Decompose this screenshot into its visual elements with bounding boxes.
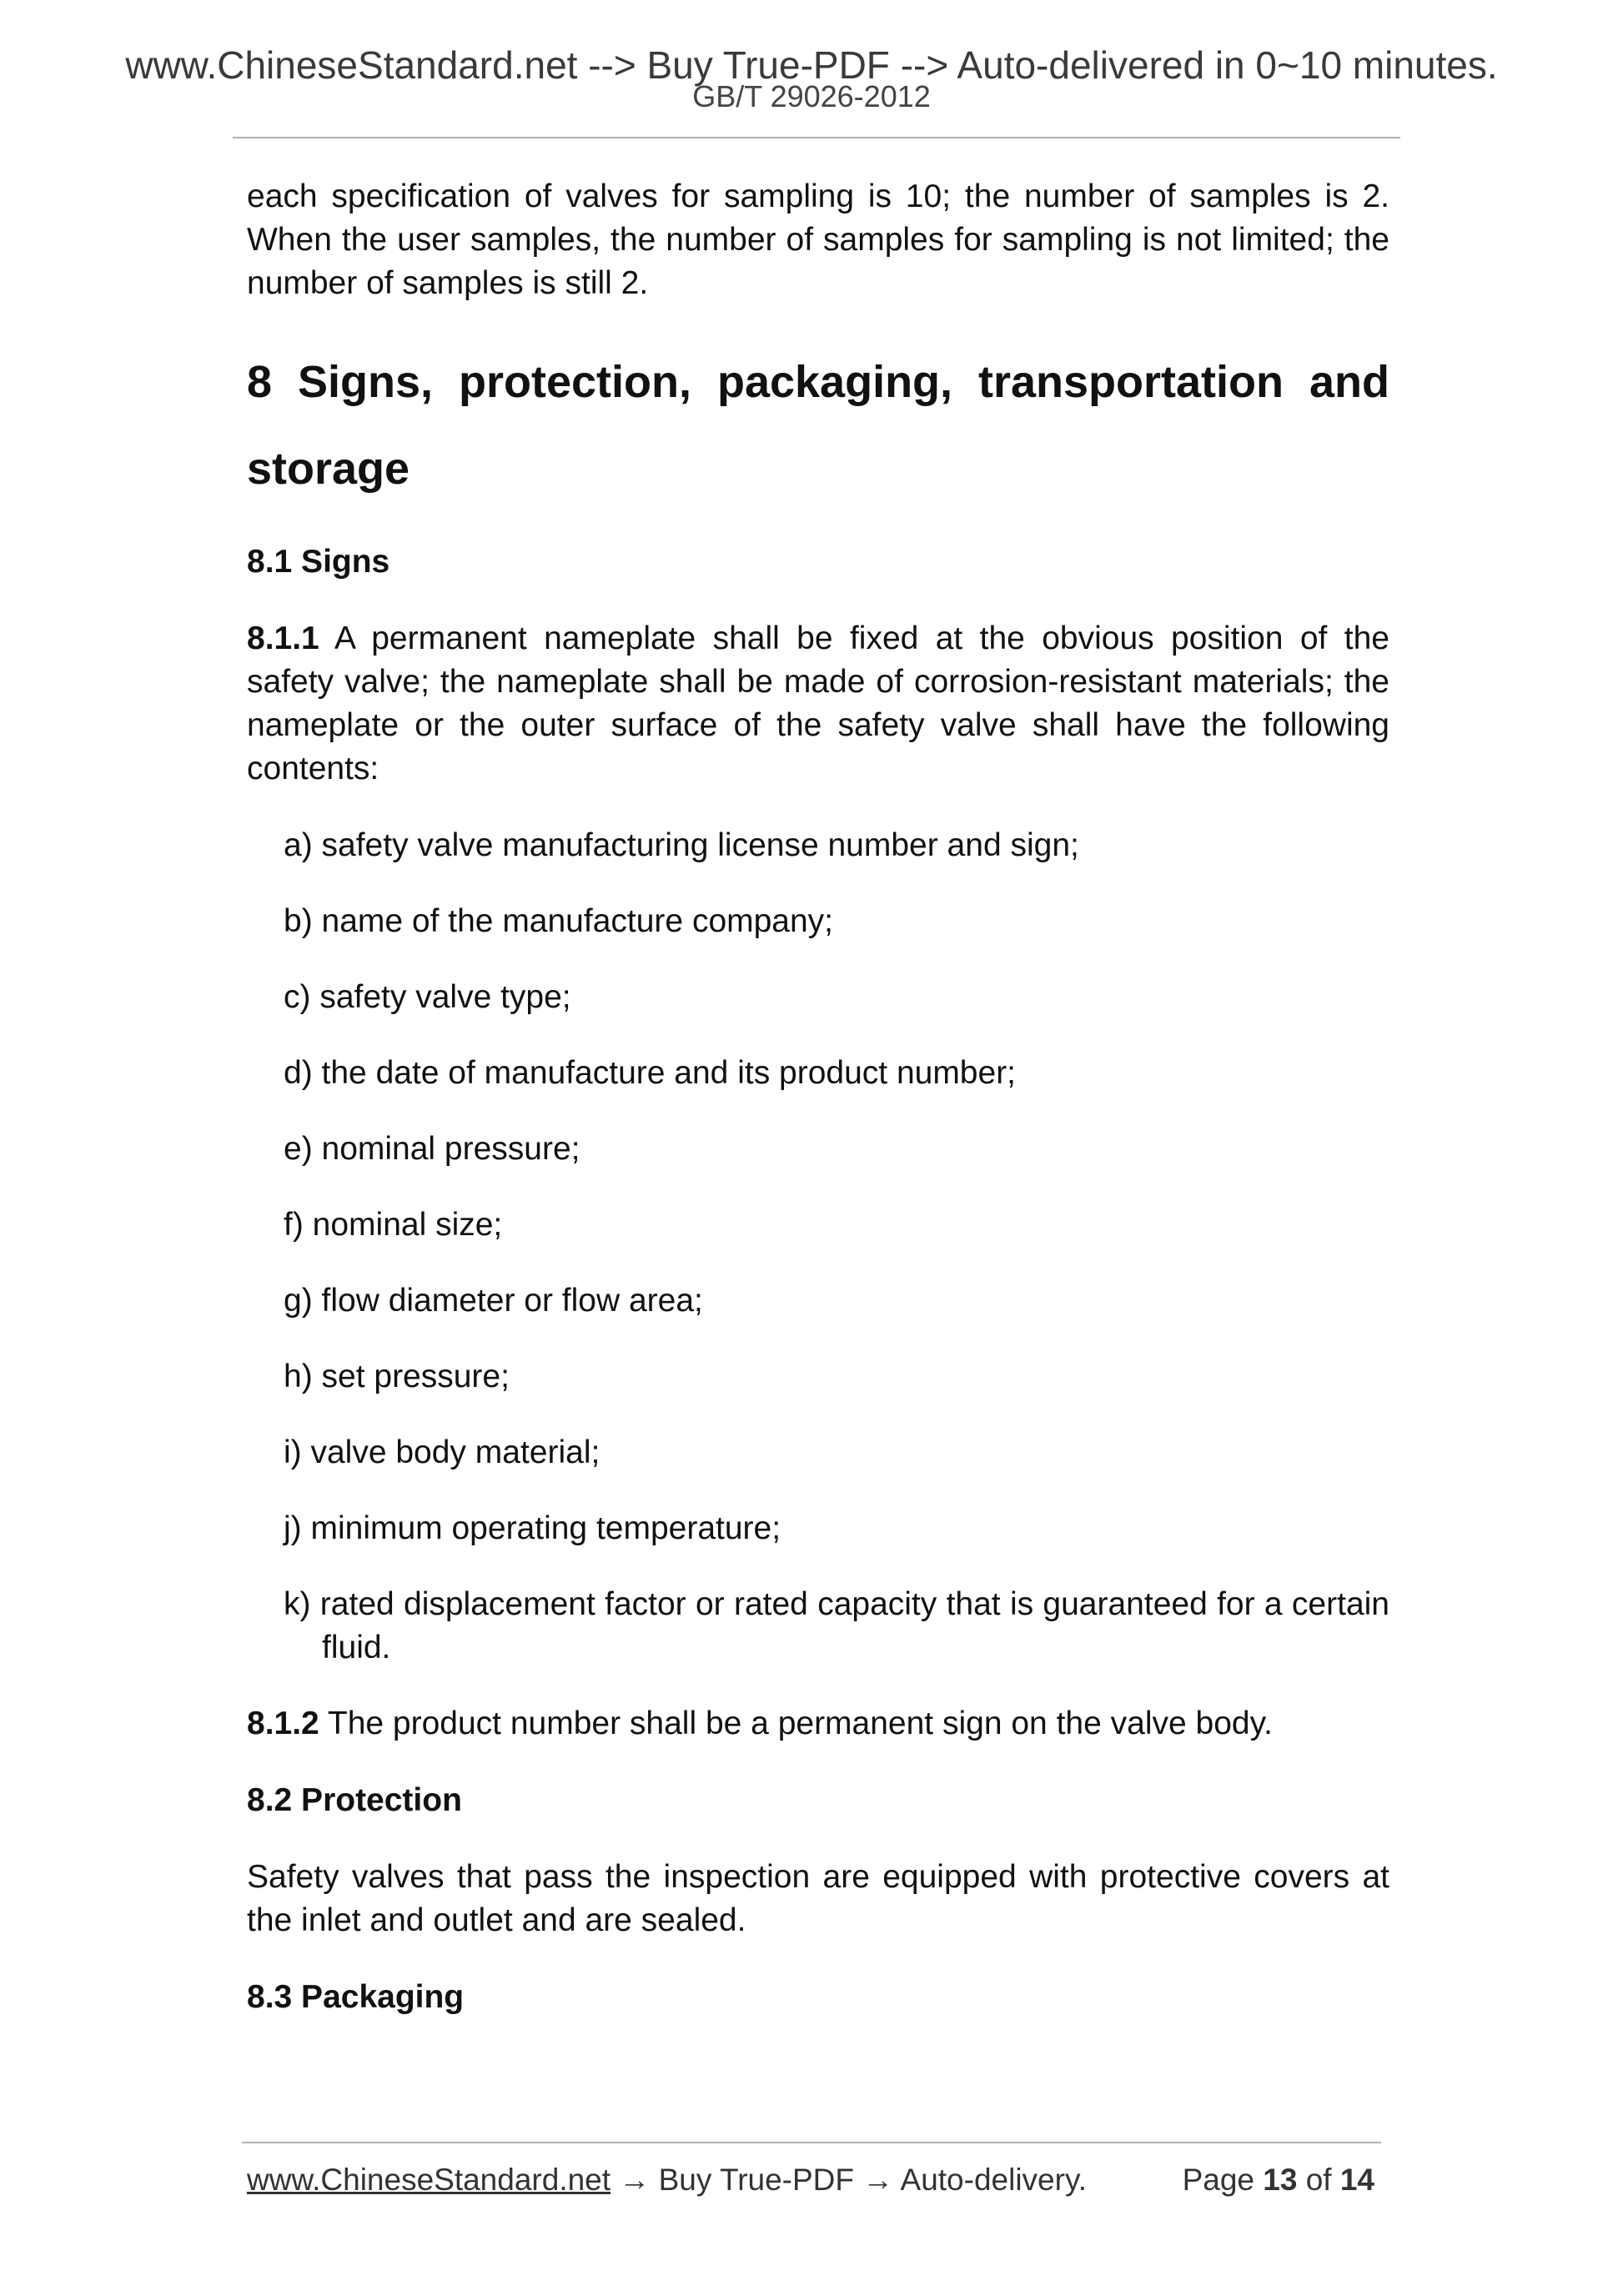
list-item: g) flow diameter or flow area; — [284, 1283, 703, 1319]
list-item: e) nominal pressure; — [284, 1131, 580, 1167]
list-item: j) minimum operating temperature; — [284, 1510, 781, 1546]
list-item: k) rated displacement factor or rated capacity that is guaranteed for a certain fluid. — [284, 1586, 1389, 1665]
clause-text: A permanent nameplate shall be fixed at the obvious position of the safety valve; the nameplate shall be made of corrosion-resistant materials; the nameplate or the outer surface of the safety valve shall have the following contents: — [247, 620, 1389, 786]
clause-8-1-2 — [247, 1702, 1389, 1746]
document-code: GB/T 29026-2012 — [692, 79, 931, 113]
footer-site-link[interactable]: www.ChineseStandard.net — [247, 2163, 611, 2197]
footer-tagline: → Buy True-PDF → Auto-delivery. — [611, 2163, 1087, 2197]
clause-number: 8.1.1 — [247, 620, 319, 656]
header-divider — [233, 137, 1400, 138]
of-label: of — [1305, 2163, 1332, 2197]
page-indicator — [1183, 2162, 1374, 2198]
subsection-heading-protection: 8.2 Protection — [247, 1782, 462, 1818]
clause-number: 8.1.2 — [247, 1706, 319, 1741]
total-page-number: 14 — [1339, 2163, 1374, 2197]
page-label: Page — [1182, 2163, 1254, 2197]
section-heading: 8 Signs, protection, packaging, transportation and storage — [247, 357, 1389, 494]
list-item: b) name of the manufacture company; — [284, 903, 834, 939]
list-item: c) safety valve type; — [284, 979, 571, 1015]
list-item: d) the date of manufacture and its product number; — [284, 1055, 1017, 1091]
footer-left — [247, 2162, 1087, 2198]
top-banner: www.ChineseStandard.net --> Buy True-PDF --> Auto-delivered in 0~10 minutes. — [125, 43, 1498, 87]
subsection-heading-signs: 8.1 Signs — [247, 544, 390, 580]
list-item: h) set pressure; — [284, 1359, 510, 1394]
intro-paragraph: each specification of valves for sampling is 10; the number of samples is 2. When the user samples, the number of samples for sampling is not limited; the number of samples is still 2. — [247, 178, 1389, 301]
current-page-number: 13 — [1263, 2163, 1298, 2197]
protection-paragraph: Safety valves that pass the inspection are equipped with protective covers at the inlet and outlet and are sealed. — [247, 1859, 1389, 1938]
nameplate-contents-list — [247, 824, 1389, 1670]
clause-8-1-1 — [247, 617, 1389, 791]
list-item: i) valve body material; — [284, 1434, 600, 1470]
footer-divider — [242, 2142, 1381, 2143]
page-content — [247, 175, 1389, 2052]
clause-text: The product number shall be a permanent sign on the valve body. — [319, 1706, 1274, 1741]
subsection-heading-packaging: 8.3 Packaging — [247, 1979, 465, 2015]
list-item: f) nominal size; — [284, 1207, 503, 1243]
list-item: a) safety valve manufacturing license number and sign; — [284, 827, 1079, 863]
